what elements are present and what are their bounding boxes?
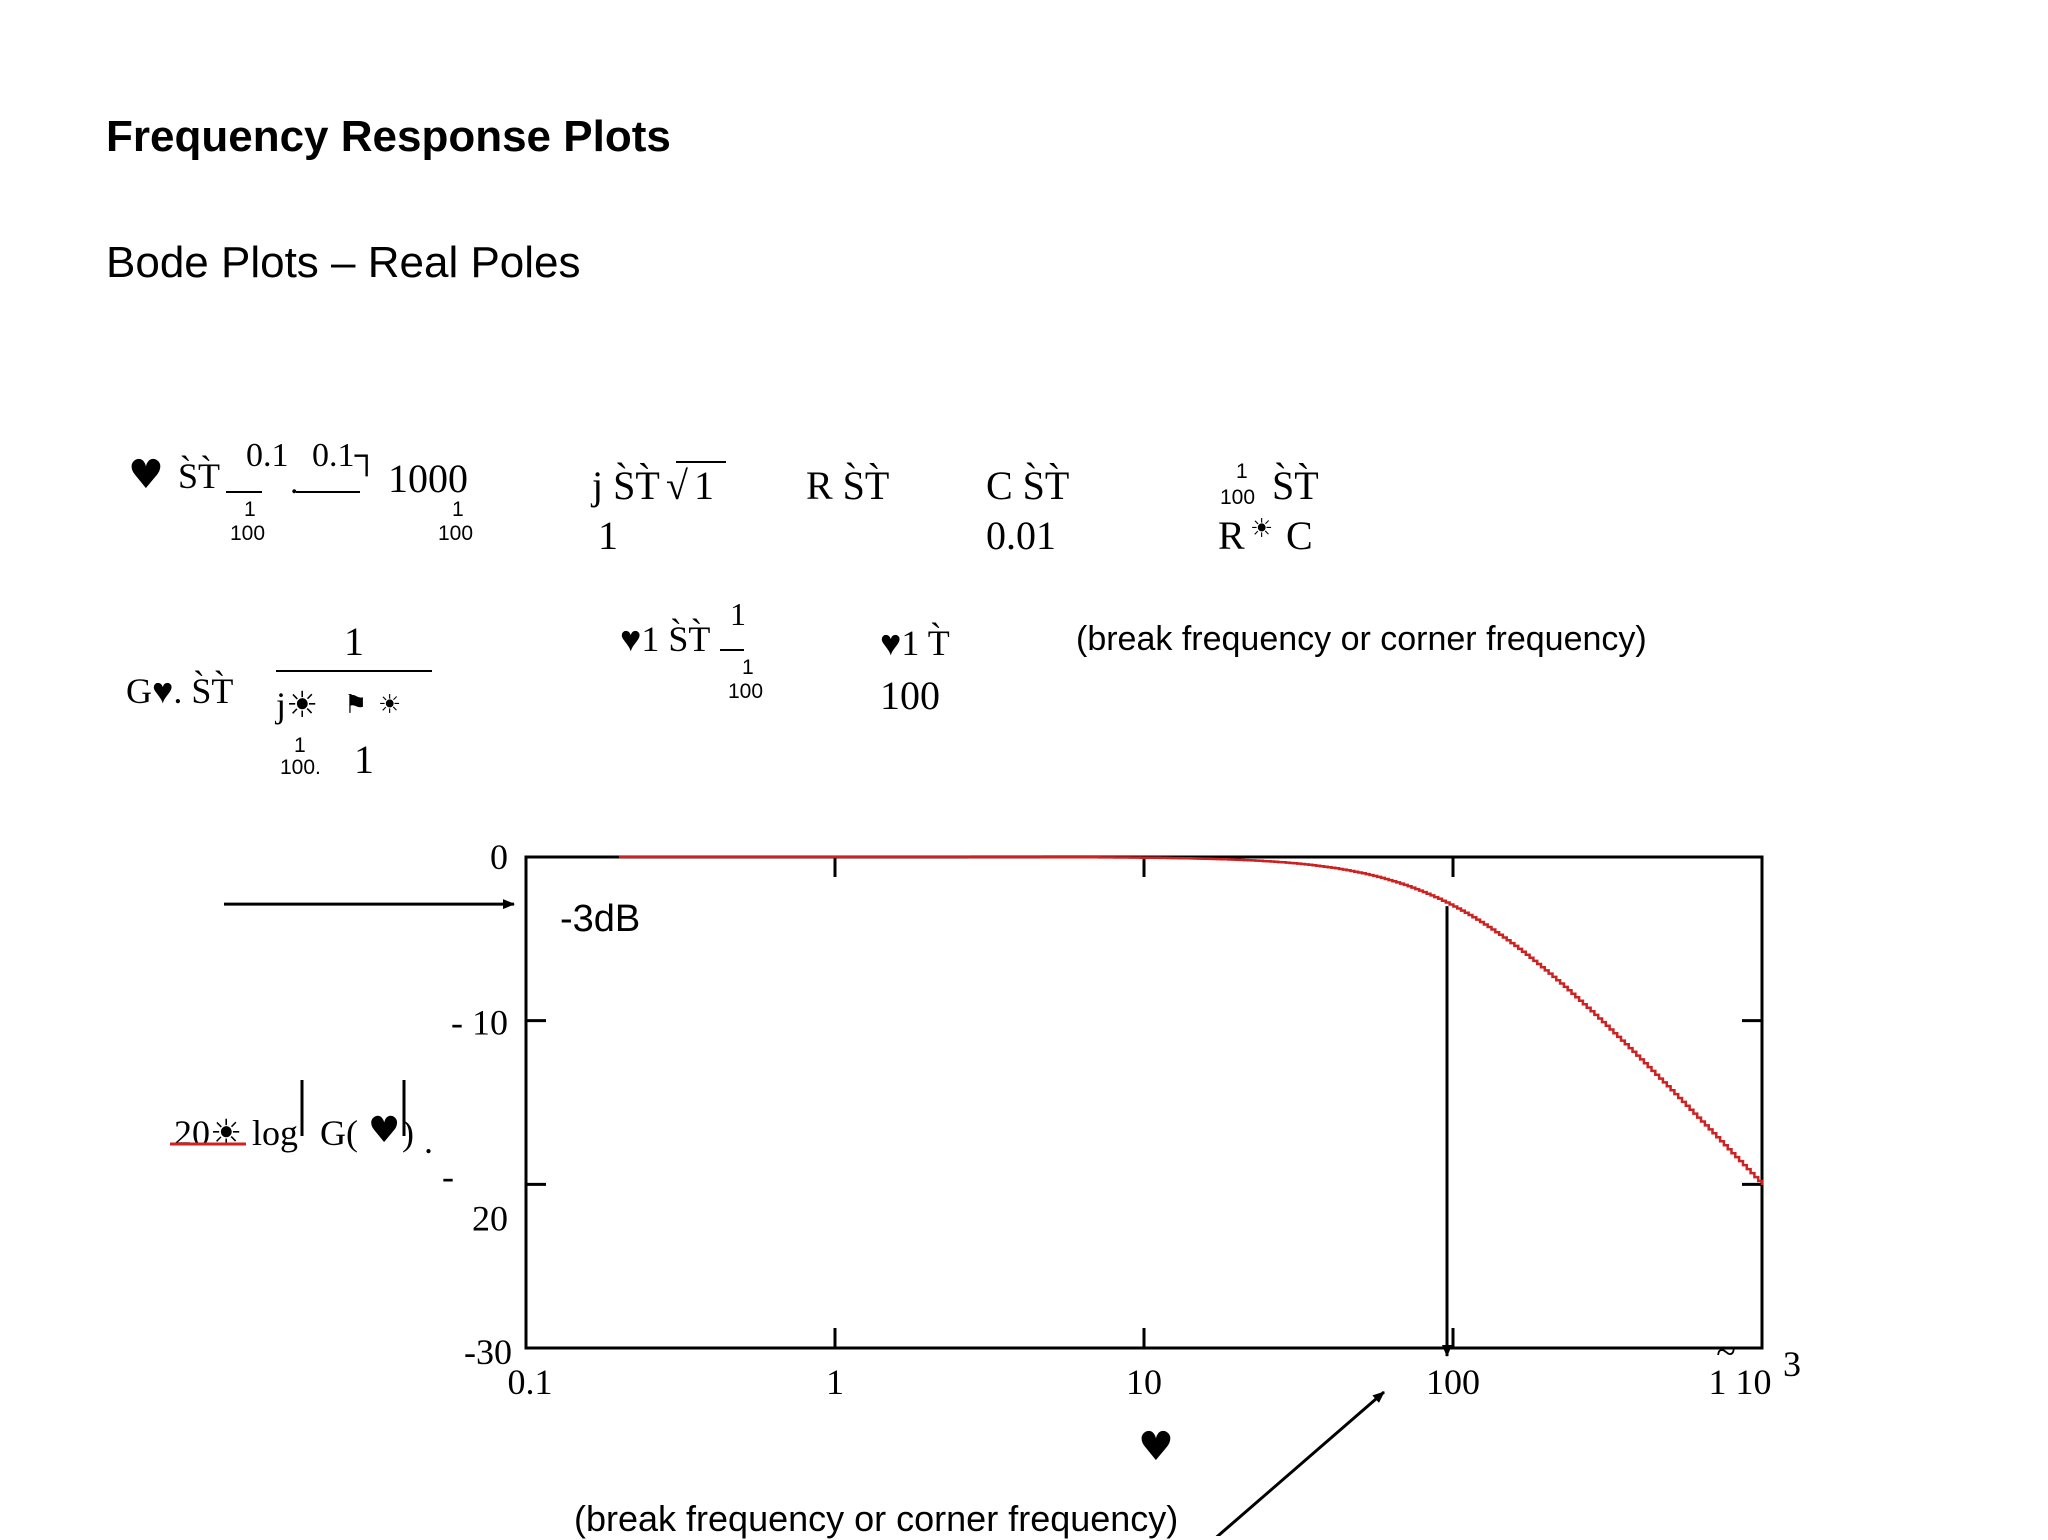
break-frequency-note-bottom: (break frequency or corner frequency) (574, 1498, 1179, 1539)
ylabel-twenty: 20☀ (174, 1113, 243, 1153)
frac-den: 100 (438, 522, 474, 545)
x-tick-superscript: 3 (1783, 1344, 1801, 1384)
frac-num: 1 (452, 498, 464, 521)
omega-b-eval: ♥1 T̀ (880, 623, 950, 663)
g-den-j: j☀ (276, 685, 319, 725)
sqrt-sign: √ (666, 463, 688, 508)
x-tick-tilde: ~ (1716, 1332, 1736, 1372)
frac-den: 100 (728, 680, 764, 703)
y-tick-label: 0 (490, 837, 508, 877)
page-subtitle: Bode Plots – Real Poles (106, 238, 581, 287)
y-tick-label: -30 (464, 1332, 512, 1372)
frac-num: 1 (742, 656, 754, 679)
frac-den: 100 (230, 522, 266, 545)
c-assign: C S̀T̀ (986, 463, 1070, 508)
break-frequency-note-top: (break frequency or corner frequency) (1076, 620, 1647, 658)
omega-max: 1000 (388, 456, 468, 501)
frac-num: 1 (294, 734, 306, 757)
break-note-arrow (1204, 1392, 1384, 1536)
ylabel-g: G( (320, 1113, 358, 1153)
j-value: 1 (598, 513, 618, 558)
ylabel-dot: . (424, 1121, 433, 1161)
series-line (619, 857, 1762, 1185)
y-tick-label: - (442, 1156, 454, 1197)
page-title: Frequency Response Plots (106, 112, 671, 161)
x-tick-label: 1 (826, 1362, 844, 1402)
y-tick-label: 20 (472, 1198, 508, 1239)
x-tick-label: 1 10 (1708, 1362, 1772, 1402)
plot-annotations (170, 462, 1447, 1536)
plot-area (526, 857, 1762, 1348)
plot-frame (526, 857, 1762, 1348)
x-tick-label: 0.1 (507, 1362, 553, 1402)
minus-3db-label: -3dB (560, 898, 641, 940)
ylabel-log: log (252, 1113, 299, 1153)
r-definition: R S̀T̀ (806, 463, 890, 508)
sqrt-arg: 1 (694, 463, 714, 508)
rc-r: R (1218, 513, 1245, 558)
omega-b-num: 1 (730, 596, 746, 632)
c-value: 0.01 (986, 513, 1056, 558)
ylabel-close: ) (402, 1113, 414, 1153)
g-plus-one: 1 (354, 737, 374, 782)
j-assign: j S̀T̀ (592, 463, 660, 508)
omega-step: 0.1┐ (312, 437, 379, 474)
omega-assign: S̀T̀ (178, 456, 221, 496)
flag-icon: ⚑ (344, 690, 368, 720)
omega-b-assign: ♥1 S̀T̀ (620, 619, 711, 659)
omega-start: 0.1 (246, 437, 289, 474)
g-assign: G♥. S̀T̀ (126, 671, 234, 711)
x-tick-label: 100 (1426, 1362, 1480, 1402)
range-dot: . (290, 464, 299, 501)
plot-ticks (442, 837, 1801, 1402)
frac-num: 1 (1236, 460, 1248, 483)
plot-series (619, 857, 1762, 1185)
x-tick-label: 10 (1126, 1362, 1162, 1402)
frac-num: 1 (244, 498, 256, 521)
y-tick-label: - 10 (451, 1002, 508, 1043)
g-numerator: 1 (344, 619, 364, 664)
frac-den: 100. (280, 756, 321, 779)
plot-xlabel-omega: ♥ (1138, 1424, 1174, 1470)
times-icon: ☀ (1250, 514, 1274, 544)
rc-c: C (1286, 513, 1313, 558)
omega-b-value: 100 (880, 673, 940, 718)
frac-den: 100 (1220, 486, 1256, 509)
rc-assign: S̀T̀ (1272, 463, 1319, 508)
times-icon: ☀ (378, 690, 402, 720)
omega-symbol: ♥ (128, 452, 164, 498)
omega-symbol: ♥ (368, 1110, 401, 1151)
